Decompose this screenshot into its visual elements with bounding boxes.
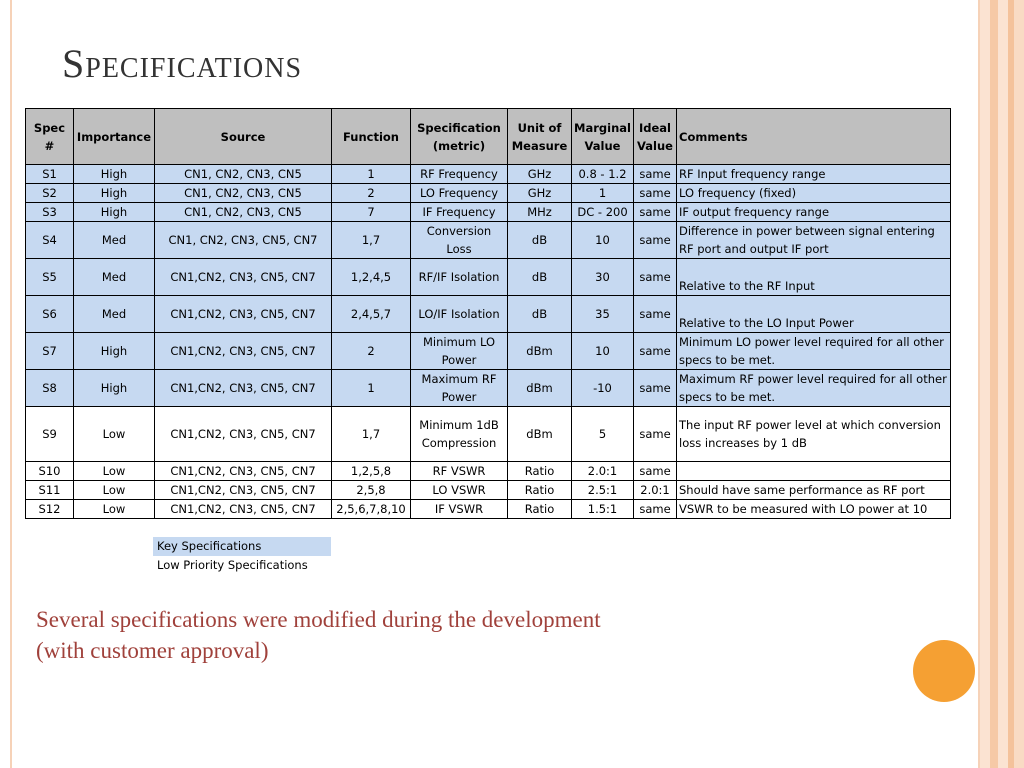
function-cell: 2 (332, 333, 411, 370)
source-cell: CN1,CN2, CN3, CN5, CN7 (155, 407, 332, 462)
table-header-row (26, 109, 951, 165)
header-cell (155, 109, 332, 165)
note-text: Several specifications were modified during the development (with customer approval) (36, 607, 601, 663)
marginal-value-cell: 30 (572, 259, 634, 296)
marginal-value-cell: 5 (572, 407, 634, 462)
header-cell (634, 109, 677, 165)
accent-circle (913, 640, 975, 702)
header-cell (572, 109, 634, 165)
table-row (26, 407, 951, 462)
spec-number-cell: S3 (26, 203, 74, 222)
function-cell: 1,2,4,5 (332, 259, 411, 296)
specification-cell: LO Frequency (411, 184, 508, 203)
source-cell: CN1,CN2, CN3, CN5, CN7 (155, 481, 332, 500)
header-cell (508, 109, 572, 165)
spec-number-cell: S5 (26, 259, 74, 296)
comments-cell (677, 462, 951, 481)
spec-number-cell: S9 (26, 407, 74, 462)
table-row (26, 481, 951, 500)
header-label: Measure (511, 138, 568, 153)
table-row (26, 184, 951, 203)
source-cell: CN1, CN2, CN3, CN5 (155, 165, 332, 184)
specification-cell: Conversion Loss (411, 222, 508, 259)
table-row (26, 259, 951, 296)
comments-cell: Relative to the RF Input (677, 259, 951, 296)
source-cell: CN1,CN2, CN3, CN5, CN7 (155, 370, 332, 407)
header-label: Unit of (517, 120, 562, 135)
header-cell (677, 109, 951, 165)
function-cell: 7 (332, 203, 411, 222)
spec-number-cell: S1 (26, 165, 74, 184)
source-cell: CN1, CN2, CN3, CN5, CN7 (155, 222, 332, 259)
ideal-value-cell: 2.0:1 (634, 481, 677, 500)
header-cell (26, 109, 74, 165)
ideal-value-cell: same (634, 333, 677, 370)
function-cell: 1,7 (332, 222, 411, 259)
comments-cell: VSWR to be measured with LO power at 10 (677, 500, 951, 519)
table-row (26, 203, 951, 222)
comments-cell: LO frequency (fixed) (677, 184, 951, 203)
table-row (26, 222, 951, 259)
importance-cell: Med (74, 222, 155, 259)
comments-cell: IF output frequency range (677, 203, 951, 222)
unit-cell: Ratio (508, 500, 572, 519)
function-cell: 1 (332, 370, 411, 407)
ideal-value-cell: same (634, 203, 677, 222)
specification-cell: LO/IF Isolation (411, 296, 508, 333)
header-label: Function (342, 129, 399, 144)
importance-cell: Low (74, 462, 155, 481)
importance-cell: High (74, 370, 155, 407)
header-label: Value (637, 138, 673, 153)
ideal-value-cell: same (634, 184, 677, 203)
ideal-value-cell: same (634, 222, 677, 259)
marginal-value-cell: 10 (572, 333, 634, 370)
importance-cell: High (74, 333, 155, 370)
table-row (26, 296, 951, 333)
spec-number-cell: S8 (26, 370, 74, 407)
source-cell: CN1,CN2, CN3, CN5, CN7 (155, 462, 332, 481)
spec-number-cell: S4 (26, 222, 74, 259)
importance-cell: Med (74, 296, 155, 333)
spec-number-cell: S6 (26, 296, 74, 333)
unit-cell: dBm (508, 333, 572, 370)
table-row (26, 333, 951, 370)
spec-number-cell: S7 (26, 333, 74, 370)
source-cell: CN1,CN2, CN3, CN5, CN7 (155, 333, 332, 370)
function-cell: 1 (332, 165, 411, 184)
marginal-value-cell: 2.5:1 (572, 481, 634, 500)
table-row (26, 500, 951, 519)
function-cell: 2,5,6,7,8,10 (332, 500, 411, 519)
specification-cell: IF VSWR (411, 500, 508, 519)
comments-cell: Should have same performance as RF port (677, 481, 951, 500)
comments-cell: Minimum LO power level required for all other specs to be met. (677, 333, 951, 370)
ideal-value-cell: same (634, 259, 677, 296)
ideal-value-cell: same (634, 462, 677, 481)
specification-cell: RF/IF Isolation (411, 259, 508, 296)
comments-cell: The input RF power level at which conversion loss increases by 1 dB (677, 407, 951, 462)
unit-cell: dBm (508, 370, 572, 407)
unit-cell: MHz (508, 203, 572, 222)
importance-cell: Med (74, 259, 155, 296)
specification-cell: RF Frequency (411, 165, 508, 184)
marginal-value-cell: -10 (572, 370, 634, 407)
spec-number-cell: S10 (26, 462, 74, 481)
function-cell: 2,4,5,7 (332, 296, 411, 333)
importance-cell: Low (74, 407, 155, 462)
unit-cell: dBm (508, 407, 572, 462)
comments-cell: Relative to the LO Input Power (677, 296, 951, 333)
header-label: Importance (76, 129, 152, 144)
ideal-value-cell: same (634, 500, 677, 519)
function-cell: 2 (332, 184, 411, 203)
marginal-value-cell: DC - 200 (572, 203, 634, 222)
function-cell: 2,5,8 (332, 481, 411, 500)
left-frame-line (10, 0, 12, 768)
source-cell: CN1, CN2, CN3, CN5 (155, 184, 332, 203)
legend-low-priority: Low Priority Specifications (157, 558, 308, 572)
importance-cell: Low (74, 500, 155, 519)
unit-cell: GHz (508, 165, 572, 184)
specification-cell: Maximum RF Power (411, 370, 508, 407)
spec-number-cell: S11 (26, 481, 74, 500)
source-cell: CN1,CN2, CN3, CN5, CN7 (155, 500, 332, 519)
function-cell: 1,2,5,8 (332, 462, 411, 481)
specifications-table (25, 108, 951, 519)
header-label: Spec # (33, 120, 66, 153)
comments-cell: RF Input frequency range (677, 165, 951, 184)
marginal-value-cell: 0.8 - 1.2 (572, 165, 634, 184)
spec-number-cell: S2 (26, 184, 74, 203)
unit-cell: dB (508, 259, 572, 296)
marginal-value-cell: 1.5:1 (572, 500, 634, 519)
header-label: (metric) (432, 138, 486, 153)
header-label: Specification (417, 120, 501, 135)
ideal-value-cell: same (634, 296, 677, 333)
header-label: Comments (679, 129, 748, 144)
marginal-value-cell: 2.0:1 (572, 462, 634, 481)
unit-cell: Ratio (508, 481, 572, 500)
header-cell (74, 109, 155, 165)
unit-cell: Ratio (508, 462, 572, 481)
specification-cell: IF Frequency (411, 203, 508, 222)
header-label: Value (584, 138, 621, 153)
spec-number-cell: S12 (26, 500, 74, 519)
comments-cell: Maximum RF power level required for all other specs to be met. (677, 370, 951, 407)
table-row (26, 462, 951, 481)
ideal-value-cell: same (634, 165, 677, 184)
header-label: Marginal (574, 120, 631, 135)
unit-cell: dB (508, 296, 572, 333)
importance-cell: High (74, 184, 155, 203)
marginal-value-cell: 1 (572, 184, 634, 203)
table-row (26, 370, 951, 407)
ideal-value-cell: same (634, 370, 677, 407)
importance-cell: High (74, 165, 155, 184)
table-row (26, 165, 951, 184)
marginal-value-cell: 35 (572, 296, 634, 333)
legend-key-specifications: Key Specifications (153, 537, 331, 556)
marginal-value-cell: 10 (572, 222, 634, 259)
header-label: Source (220, 129, 266, 144)
comments-cell: Difference in power between signal entering RF port and output IF port (677, 222, 951, 259)
header-label: Ideal (638, 120, 671, 135)
source-cell: CN1,CN2, CN3, CN5, CN7 (155, 259, 332, 296)
function-cell: 1,7 (332, 407, 411, 462)
unit-cell: dB (508, 222, 572, 259)
specification-cell: Minimum LO Power (411, 333, 508, 370)
specification-cell: RF VSWR (411, 462, 508, 481)
source-cell: CN1,CN2, CN3, CN5, CN7 (155, 296, 332, 333)
slide-title: Specifications (62, 41, 303, 86)
ideal-value-cell: same (634, 407, 677, 462)
specification-cell: LO VSWR (411, 481, 508, 500)
legend (153, 537, 331, 575)
source-cell: CN1, CN2, CN3, CN5 (155, 203, 332, 222)
header-cell (411, 109, 508, 165)
unit-cell: GHz (508, 184, 572, 203)
header-cell (332, 109, 411, 165)
specification-cell: Minimum 1dB Compression (411, 407, 508, 462)
importance-cell: Low (74, 481, 155, 500)
decorative-stripes (980, 0, 1024, 768)
table-body (26, 165, 951, 519)
importance-cell: High (74, 203, 155, 222)
